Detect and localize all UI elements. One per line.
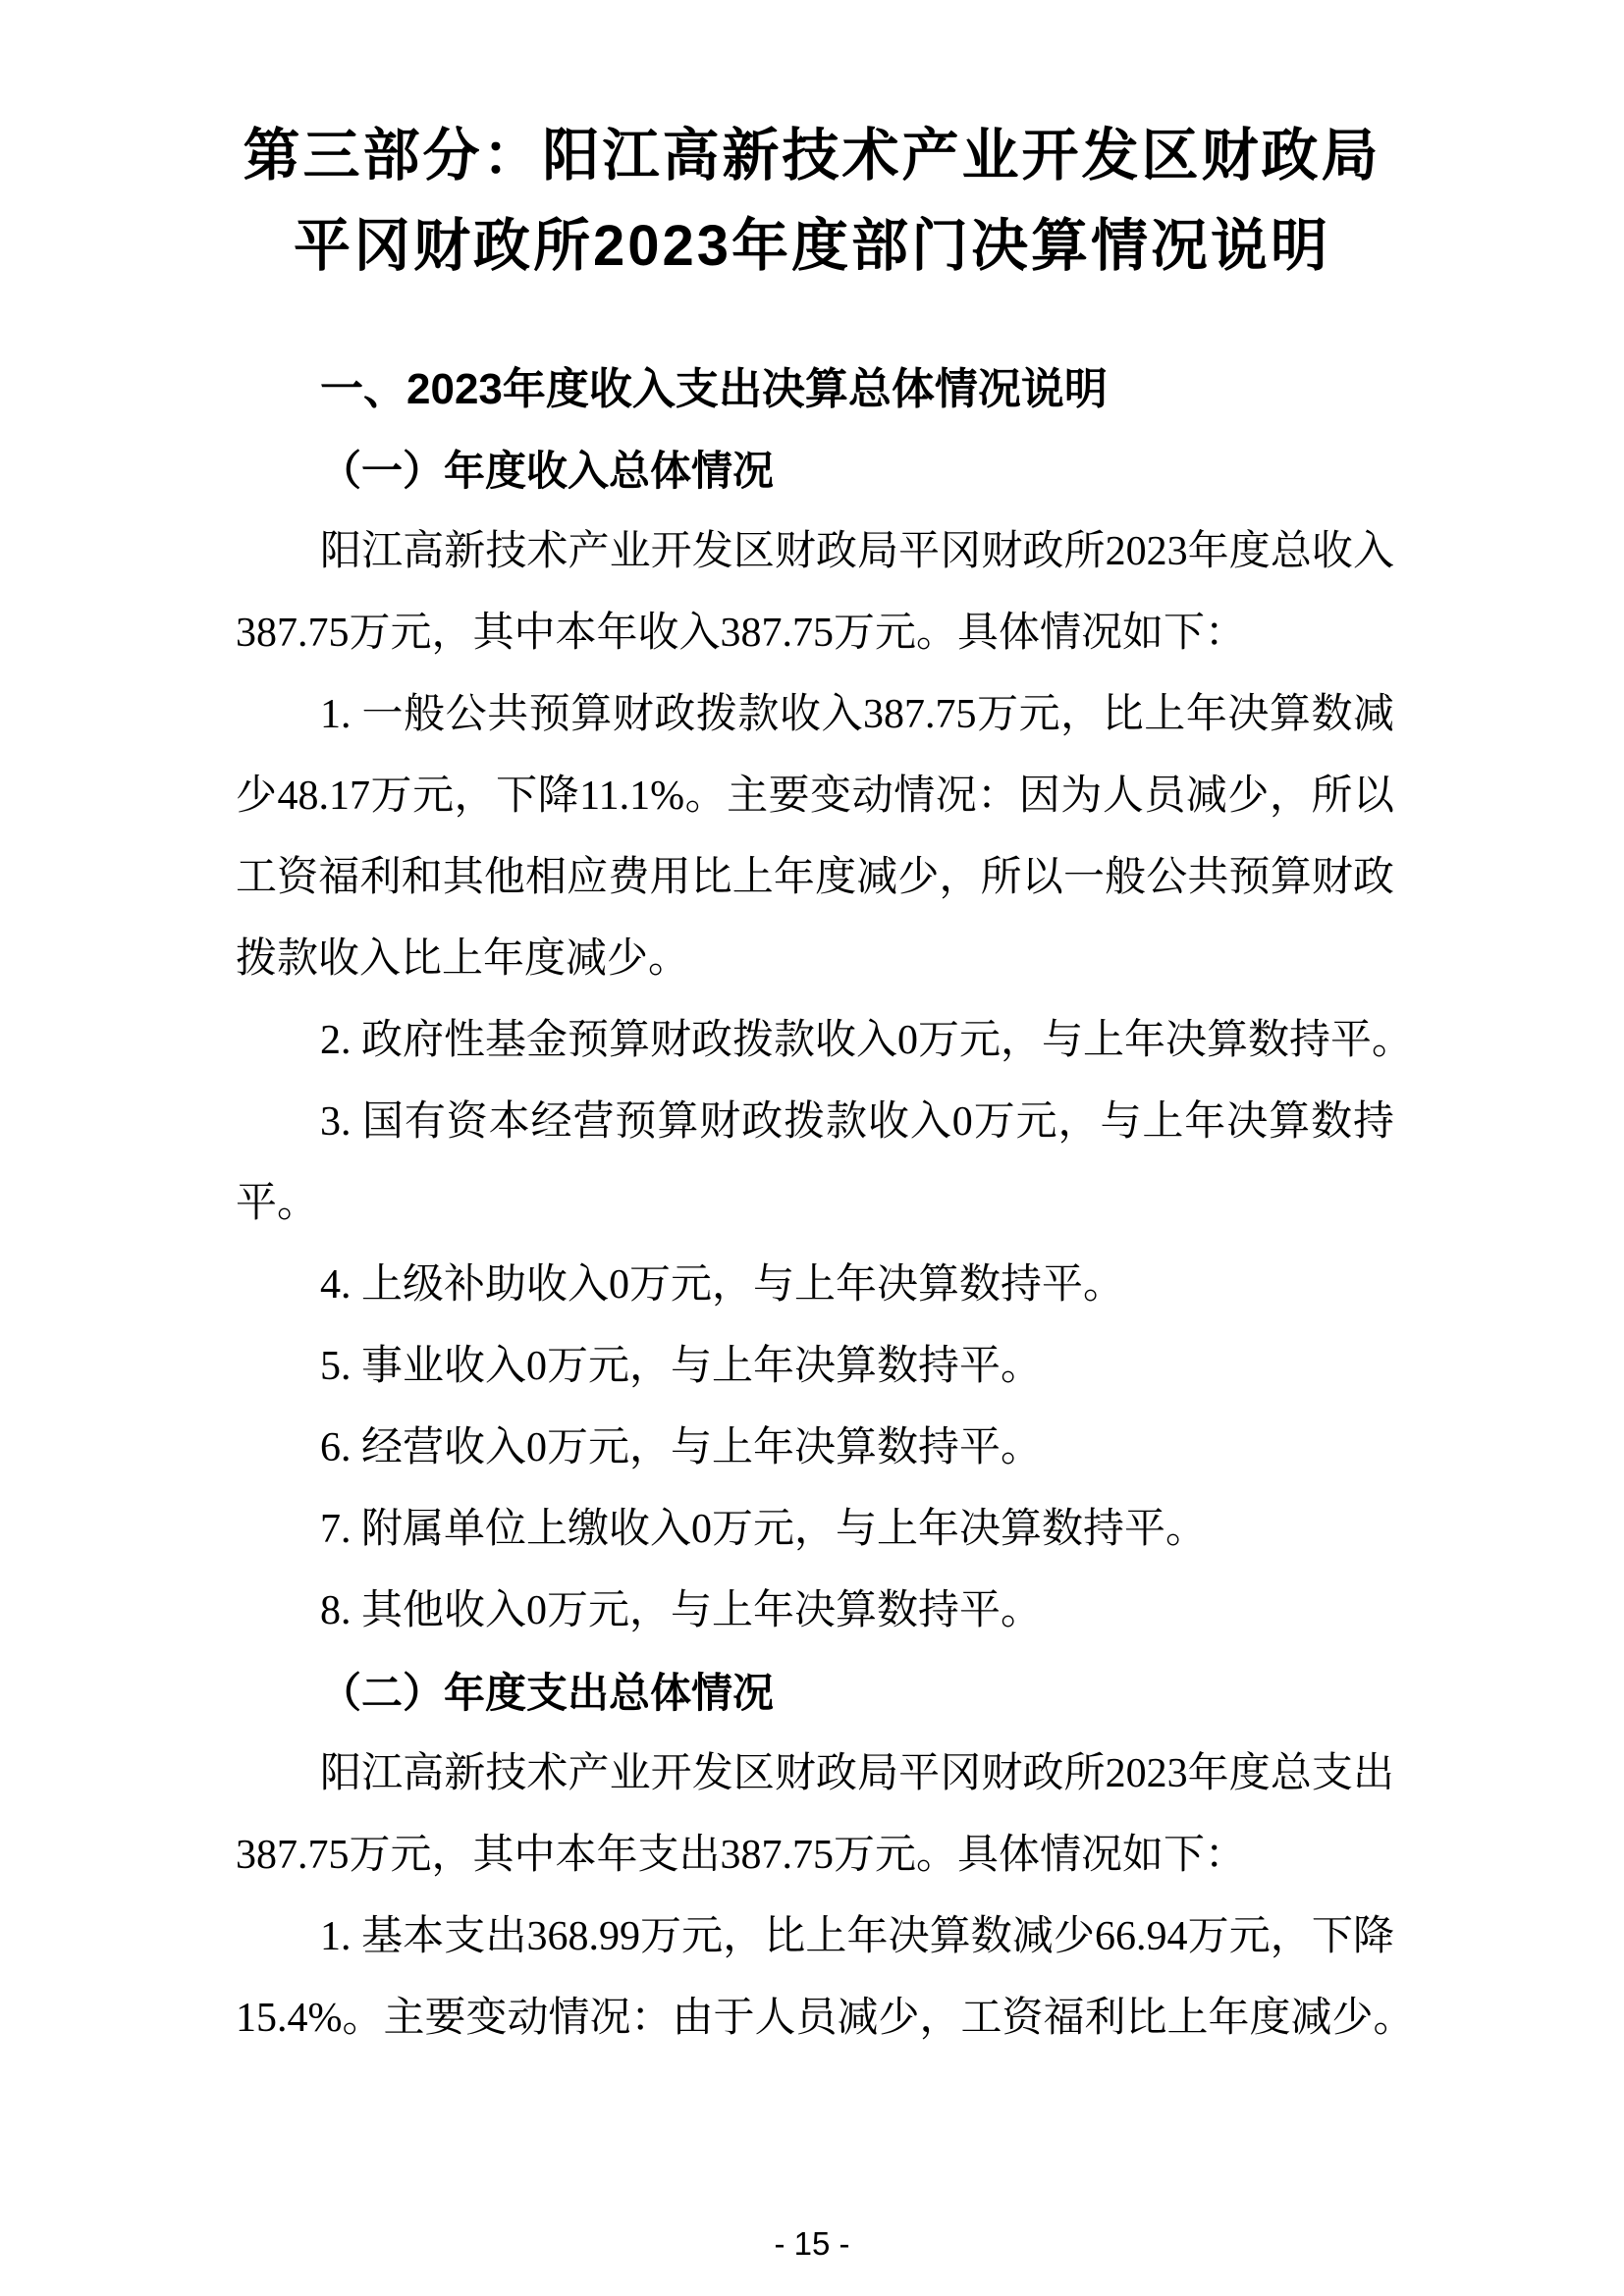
document-body: [236, 348, 1415, 2059]
document-title: [0, 111, 1624, 292]
section-heading: 一、2023年度收入支出决算总体情况说明: [320, 365, 1108, 413]
subsection-heading: （一）年度收入总体情况: [320, 448, 775, 494]
paragraph-line: 7. 附属单位上缴收入0万元，与上年决算数持平。: [320, 1507, 1208, 1552]
page-number: - 15 -: [774, 2225, 850, 2262]
paragraph-line: 工资福利和其他相应费用比上年度减少，所以一般公共预算财政: [236, 855, 1394, 900]
paragraph-line: 387.75万元，其中本年收入387.75万元。具体情况如下：: [236, 611, 1247, 656]
paragraph-line: 阳江高新技术产业开发区财政局平冈财政所2023年度总支出: [320, 1751, 1394, 1796]
paragraph-line: 387.75万元，其中本年支出387.75万元。具体情况如下：: [236, 1833, 1247, 1878]
paragraph-line: 4. 上级补助收入0万元，与上年决算数持平。: [320, 1262, 1125, 1308]
paragraph-line: 6. 经营收入0万元，与上年决算数持平。: [320, 1425, 1043, 1470]
paragraph-line: 阳江高新技术产业开发区财政局平冈财政所2023年度总收入: [320, 529, 1394, 574]
paragraph-line: 8. 其他收入0万元，与上年决算数持平。: [320, 1588, 1043, 1633]
paragraph-line: 拨款收入比上年度减少。: [236, 936, 690, 982]
document-title-line2: 平冈财政所2023年度部门决算情况说明: [293, 214, 1331, 278]
paragraph-line: 3. 国有资本经营预算财政拨款收入0万元，与上年决算数持: [320, 1099, 1394, 1145]
paragraph-line: 5. 事业收入0万元，与上年决算数持平。: [320, 1344, 1043, 1389]
paragraph-line: 1. 一般公共预算财政拨款收入387.75万元，比上年决算数减: [320, 692, 1394, 737]
subsection-heading: （二）年度支出总体情况: [320, 1670, 775, 1716]
paragraph-line: 15.4%。主要变动情况：由于人员减少，工资福利比上年度减少。: [236, 1996, 1415, 2041]
paragraph-line: 1. 基本支出368.99万元，比上年决算数减少66.94万元，下降: [320, 1914, 1394, 1959]
page-footer: [0, 2224, 1624, 2264]
paragraph-line: 少48.17万元，下降11.1%。主要变动情况：因为人员减少，所以: [236, 774, 1394, 819]
paragraph-line: 2. 政府性基金预算财政拨款收入0万元，与上年决算数持平。: [320, 1018, 1414, 1063]
document-title-line1: 第三部分：阳江高新技术产业开发区财政局: [243, 124, 1381, 187]
paragraph-line: 平。: [236, 1181, 319, 1226]
